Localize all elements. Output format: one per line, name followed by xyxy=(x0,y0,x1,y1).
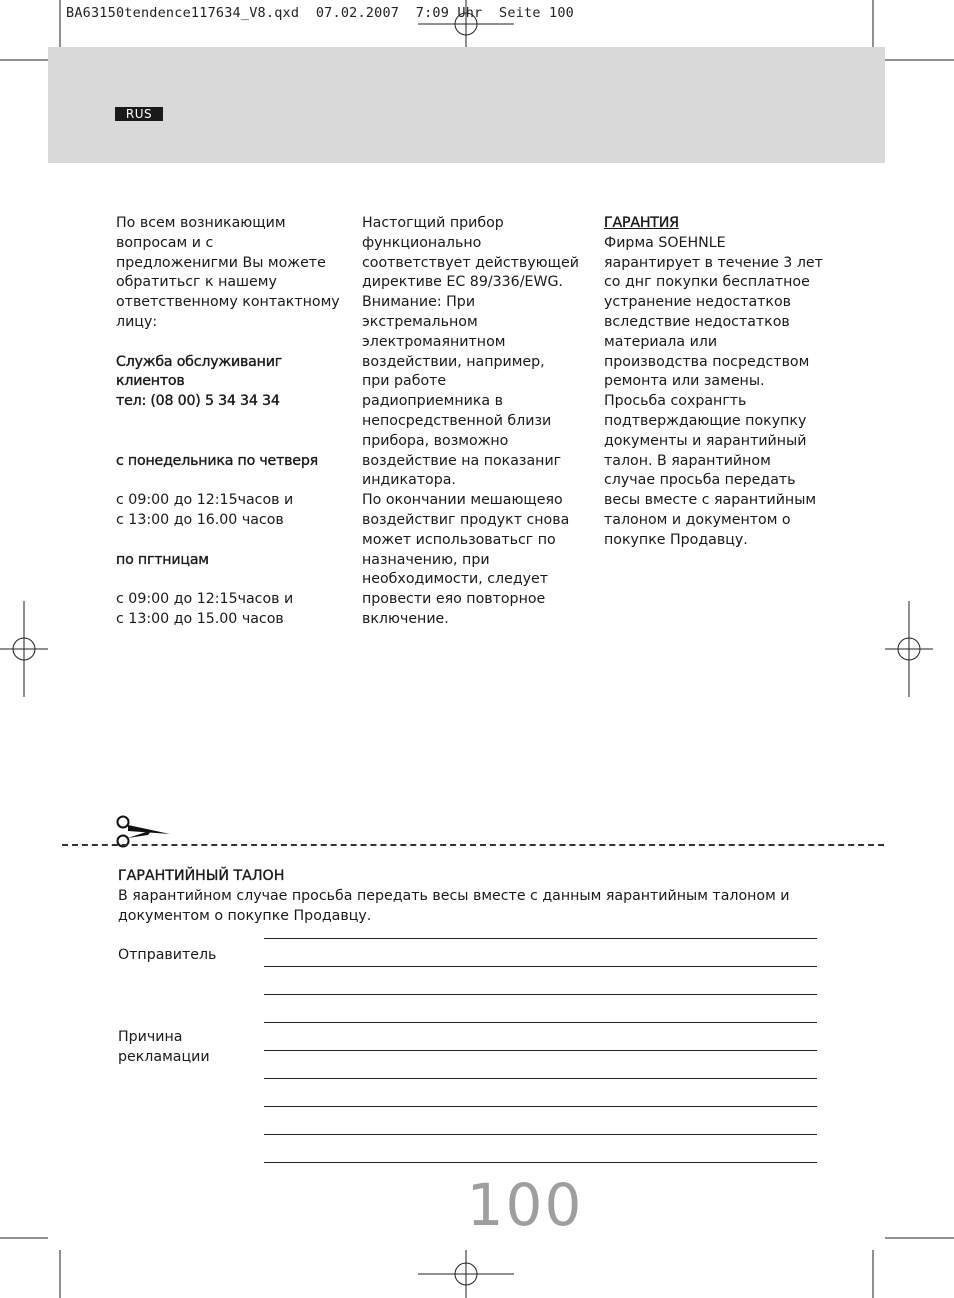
text-line: воздействие на показаниг xyxy=(362,452,562,469)
text-line: непосредственной близи xyxy=(362,412,552,429)
service-phone: тел: (08 00) 5 34 34 34 xyxy=(116,393,280,410)
service-title: Служба обслуживаниг xyxy=(116,353,283,370)
service-title: клиентов xyxy=(116,373,185,390)
text-line: директиве EC 89/336/EWG. xyxy=(362,274,563,291)
text-line: электромаянитном xyxy=(362,333,506,350)
intro-line: По всем возникающим xyxy=(116,215,286,231)
coupon-text-line: документом о покупке Продавцу. xyxy=(118,908,372,924)
header-band xyxy=(48,47,885,163)
language-badge: RUS xyxy=(115,107,163,121)
intro-line: обратитьсг к нашему xyxy=(116,274,277,291)
hours-line: с 09:00 до 12:15часов и xyxy=(116,591,294,608)
text-line: талоном и документом о xyxy=(604,511,791,528)
warranty-column xyxy=(604,214,836,551)
text-line: ремонта или замены. xyxy=(604,373,765,390)
form-line[interactable] xyxy=(264,1162,817,1163)
warranty-title: ГАРАНТИЯ xyxy=(604,215,679,231)
form-line[interactable] xyxy=(264,1078,817,1079)
reason-label-line: Причина xyxy=(118,1029,183,1045)
text-line: воздействии, например, xyxy=(362,353,545,370)
page-number: 100 xyxy=(466,1171,584,1239)
hours-line: с 13:00 до 16.00 часов xyxy=(116,511,284,528)
conformity-column xyxy=(362,214,594,630)
registration-mark-icon xyxy=(885,601,933,697)
hours-line: с 13:00 до 15.00 часов xyxy=(116,610,284,627)
text-line: Настогщий прибор xyxy=(362,215,504,231)
text-line: Просьба сохрангть xyxy=(604,393,747,410)
text-line: производства посредством xyxy=(604,353,810,370)
registration-mark-icon xyxy=(418,1250,514,1298)
text-line: радиоприемника в xyxy=(362,393,503,410)
text-line: экстремальном xyxy=(362,313,478,330)
text-line: при работе xyxy=(362,373,447,390)
intro-line: лицу: xyxy=(116,313,158,330)
contact-column xyxy=(116,214,348,630)
text-line: случае просьба передать xyxy=(604,472,796,489)
form-line[interactable] xyxy=(264,1022,817,1023)
form-line[interactable] xyxy=(264,994,817,995)
text-line: необходимости, следует xyxy=(362,571,549,588)
intro-line: вопросам и с xyxy=(116,234,214,251)
hours-line: с 09:00 до 12:15часов и xyxy=(116,492,294,509)
text-line: включение. xyxy=(362,610,449,627)
form-line[interactable] xyxy=(264,966,817,967)
text-line: документы и яарантийный xyxy=(604,432,807,449)
text-line: индикатора. xyxy=(362,472,456,489)
text-line: материала или xyxy=(604,333,718,350)
text-line: вследствие недостатков xyxy=(604,313,790,330)
text-line: воздействиг продукт снова xyxy=(362,511,570,528)
weekday-heading: с понедельника по четверя xyxy=(116,452,318,469)
print-slug: BA63150tendence117634_V8.qxd 07.02.2007 7:09 Uhr Seite 100 xyxy=(66,5,574,21)
reason-label xyxy=(118,1027,238,1067)
coupon-title: ГАРАНТИЙНЫЙ ТАЛОН xyxy=(118,868,285,884)
text-line: Внимание: При xyxy=(362,294,476,311)
intro-line: предложенигми Вы можете xyxy=(116,254,326,271)
text-line: функционально xyxy=(362,234,482,251)
registration-mark-icon xyxy=(418,0,514,47)
sender-label: Отправитель xyxy=(118,947,217,963)
text-line: провести еяо повторное xyxy=(362,591,546,608)
text-line: соответствует действующей xyxy=(362,254,579,271)
text-line: устранение недостатков xyxy=(604,294,792,311)
text-line: яарантирует в течение 3 лет xyxy=(604,254,823,271)
form-line[interactable] xyxy=(264,938,817,939)
text-line: По окончании мешающеяо xyxy=(362,492,563,509)
text-line: покупке Продавцу. xyxy=(604,531,748,548)
text-line: весы вместе с яарантийным xyxy=(604,492,817,509)
text-line: Фирма SOEHNLE xyxy=(604,234,726,251)
form-line[interactable] xyxy=(264,1106,817,1107)
text-line: может использоватьсг по xyxy=(362,531,556,548)
text-line: подтверждающие покупку xyxy=(604,412,807,429)
form-line[interactable] xyxy=(264,1134,817,1135)
friday-heading: по пгтницам xyxy=(116,551,209,568)
coupon-text-line: В яарантийном случае просьба передать весы вместе с данным яарантийным талоном и xyxy=(118,888,790,904)
text-line: назначению, при xyxy=(362,551,490,568)
cut-line xyxy=(62,844,884,846)
form-line[interactable] xyxy=(264,1050,817,1051)
text-line: со днг покупки бесплатное xyxy=(604,274,810,291)
reason-label-line: рекламации xyxy=(118,1049,210,1065)
text-line: талон. В яарантийном xyxy=(604,452,771,469)
registration-mark-icon xyxy=(0,601,48,697)
intro-line: ответственному контактному xyxy=(116,294,340,311)
coupon-instructions xyxy=(118,886,818,926)
text-line: прибора, возможно xyxy=(362,432,509,449)
